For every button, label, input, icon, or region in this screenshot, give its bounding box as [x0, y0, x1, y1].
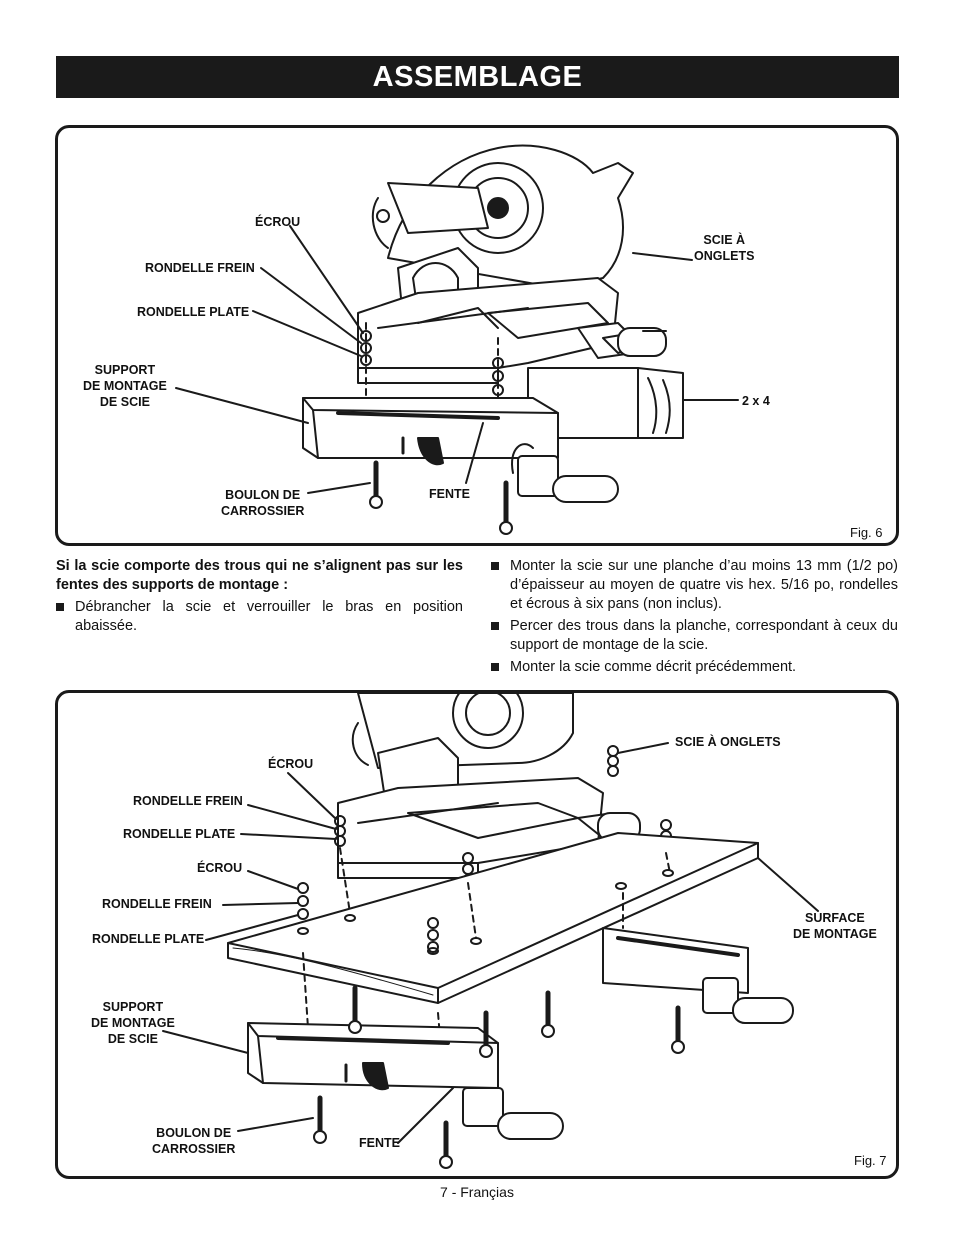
fig6-callout-rondelle-frein: RONDELLE FREIN [145, 261, 255, 275]
right-text-column [491, 557, 898, 680]
fig7-callout-rondelle-plate-top: RONDELLE PLATE [123, 827, 236, 841]
fig6-callout-support: SUPPORT DE MONTAGE DE SCIE [83, 363, 167, 409]
fig6-callout-2x4: 2 x 4 [742, 394, 770, 408]
bullet-item: Débrancher la scie et verrouiller le bras en position abaissée. [56, 598, 463, 636]
fig7-callout-rondelle-plate-bottom: RONDELLE PLATE [92, 932, 205, 946]
fig6-label: Fig. 6 [850, 525, 883, 540]
page-footer: 7 - Françias [440, 1184, 514, 1200]
fig7-callout-support: SUPPORT DE MONTAGE DE SCIE [91, 1000, 175, 1046]
bullet-item: Monter la scie comme décrit précédemment. [491, 658, 898, 677]
fig7-callout-scie-onglets: SCIE À ONGLETS [675, 735, 781, 749]
bullet-item: Monter la scie sur une planche d’au moins 13 mm (1/2 po) d’épaisseur au moyen de quatre vis hex. 5/16 po, rondelles et écrous à six pans (non inclus). [491, 557, 898, 614]
fig7-callout-boulon: BOULON DE CARROSSIER [152, 1126, 236, 1156]
intro-text: Si la scie comporte des trous qui ne s’alignent pas sur les fentes des supports de montage : [56, 558, 463, 593]
fig7-label: Fig. 7 [854, 1153, 887, 1168]
fig7-callout-rondelle-frein-bottom: RONDELLE FREIN [102, 897, 212, 911]
left-text-column [56, 557, 463, 639]
fig7-callout-fente: FENTE [359, 1136, 400, 1150]
fig6-callout-fente: FENTE [429, 487, 470, 501]
fig6-callout-boulon: BOULON DE CARROSSIER [221, 488, 305, 518]
fig6-callout-ecrou: ÉCROU [255, 215, 301, 229]
figure-7 [55, 690, 899, 1179]
fig7-callout-ecrou-top: ÉCROU [268, 757, 314, 771]
section-title-banner: ASSEMBLAGE [56, 56, 899, 98]
fig7-callout-ecrou-bottom: ÉCROU [197, 861, 243, 875]
figure-6 [55, 125, 899, 546]
fig6-callout-scie-onglets: SCIE À ONGLETS [694, 233, 755, 263]
fig7-callout-rondelle-frein-top: RONDELLE FREIN [133, 794, 243, 808]
fig7-callout-surface: SURFACE DE MONTAGE [793, 911, 877, 941]
fig6-illustration [58, 128, 896, 543]
fig6-callout-rondelle-plate: RONDELLE PLATE [137, 305, 250, 319]
bullet-item: Percer des trous dans la planche, correspondant à ceux du support de montage de la scie. [491, 617, 898, 655]
